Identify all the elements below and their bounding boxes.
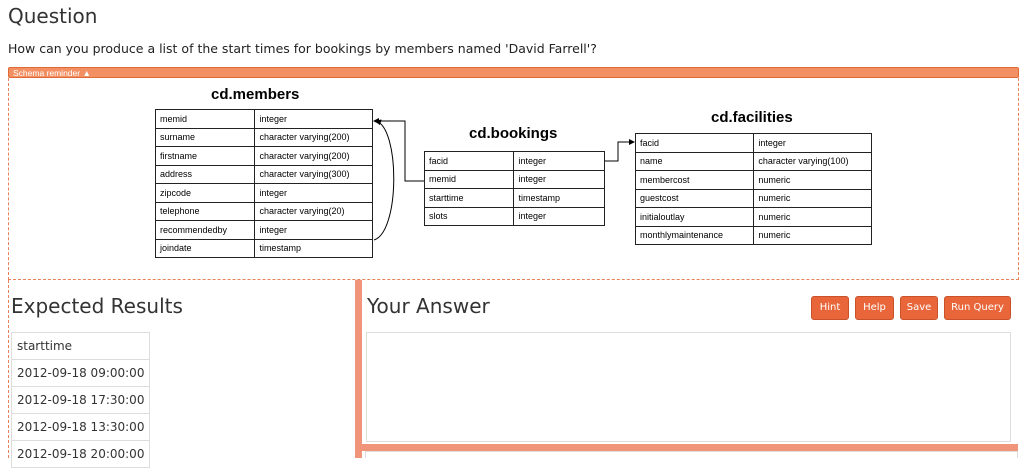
table-row xyxy=(425,207,605,226)
table-row xyxy=(12,414,150,441)
question-text: How can you produce a list of the start times for bookings by members named 'David Farrell'? xyxy=(8,41,597,56)
column-type: character varying(100) xyxy=(754,152,872,171)
column-name: telephone xyxy=(156,202,255,221)
table-row xyxy=(425,170,605,189)
table-row xyxy=(636,171,872,190)
table-row xyxy=(636,134,872,153)
column-name: monthlymaintenance xyxy=(636,226,754,245)
column-type: numeric xyxy=(754,189,872,208)
table-row xyxy=(425,152,605,171)
column-name: facid xyxy=(636,134,754,153)
column-type: integer xyxy=(255,184,373,203)
facilities-table-title: cd.facilities xyxy=(711,109,793,126)
members-table-title: cd.members xyxy=(211,86,300,103)
result-cell: 2012-09-18 17:30:00 xyxy=(12,387,150,414)
question-heading: Question xyxy=(8,4,98,28)
expected-results-heading: Expected Results xyxy=(11,294,183,318)
column-name: memid xyxy=(156,110,255,129)
table-row xyxy=(425,189,605,208)
table-row xyxy=(636,152,872,171)
column-name: address xyxy=(156,165,255,184)
table-row xyxy=(12,441,150,468)
column-name: name xyxy=(636,152,754,171)
column-type: timestamp xyxy=(514,189,605,208)
vertical-pane-splitter[interactable] xyxy=(355,280,362,458)
column-name: recommendedby xyxy=(156,221,255,240)
horizontal-pane-splitter[interactable] xyxy=(362,444,1018,451)
table-row xyxy=(156,202,373,221)
column-type: integer xyxy=(514,152,605,171)
sql-editor[interactable] xyxy=(366,332,1011,442)
query-results-area xyxy=(365,451,1018,458)
column-name: starttime xyxy=(425,189,514,208)
schema-reminder-toggle[interactable]: Schema reminder ▲ xyxy=(8,67,1019,78)
result-cell: 2012-09-18 20:00:00 xyxy=(12,441,150,468)
column-type: integer xyxy=(514,170,605,189)
facilities-table xyxy=(635,133,872,245)
table-header-row xyxy=(12,333,150,360)
column-name: joindate xyxy=(156,239,255,258)
bookings-table-title: cd.bookings xyxy=(469,125,558,142)
table-row xyxy=(156,128,373,147)
column-type: numeric xyxy=(754,208,872,227)
column-name: zipcode xyxy=(156,184,255,203)
column-name: guestcost xyxy=(636,189,754,208)
table-row xyxy=(636,208,872,227)
column-type: integer xyxy=(255,110,373,129)
result-cell: 2012-09-18 09:00:00 xyxy=(12,360,150,387)
hint-button[interactable]: Hint xyxy=(811,296,849,320)
table-row xyxy=(156,165,373,184)
save-button[interactable]: Save xyxy=(900,296,938,320)
run-query-button[interactable]: Run Query xyxy=(944,296,1011,320)
table-row xyxy=(12,360,150,387)
table-row xyxy=(156,110,373,129)
your-answer-heading: Your Answer xyxy=(367,294,490,318)
expected-results-table xyxy=(11,332,150,468)
column-name: surname xyxy=(156,128,255,147)
table-row xyxy=(156,239,373,258)
column-name: facid xyxy=(425,152,514,171)
table-row xyxy=(12,387,150,414)
column-type: numeric xyxy=(754,171,872,190)
column-type: character varying(20) xyxy=(255,202,373,221)
result-cell: 2012-09-18 13:30:00 xyxy=(12,414,150,441)
bookings-table xyxy=(424,151,605,226)
table-row xyxy=(636,226,872,245)
column-type: character varying(200) xyxy=(255,128,373,147)
column-name: initialoutlay xyxy=(636,208,754,227)
column-name: firstname xyxy=(156,147,255,166)
column-name: slots xyxy=(425,207,514,226)
column-name: memid xyxy=(425,170,514,189)
table-row xyxy=(156,221,373,240)
table-row xyxy=(156,184,373,203)
column-type: numeric xyxy=(754,226,872,245)
column-type: timestamp xyxy=(255,239,373,258)
column-type: integer xyxy=(754,134,872,153)
column-type: integer xyxy=(514,207,605,226)
table-row xyxy=(156,147,373,166)
column-type: character varying(300) xyxy=(255,165,373,184)
help-button[interactable]: Help xyxy=(855,296,894,320)
table-row xyxy=(636,189,872,208)
column-name: membercost xyxy=(636,171,754,190)
members-table xyxy=(155,109,373,258)
column-type: character varying(200) xyxy=(255,147,373,166)
column-header-starttime: starttime xyxy=(12,333,150,360)
column-type: integer xyxy=(255,221,373,240)
